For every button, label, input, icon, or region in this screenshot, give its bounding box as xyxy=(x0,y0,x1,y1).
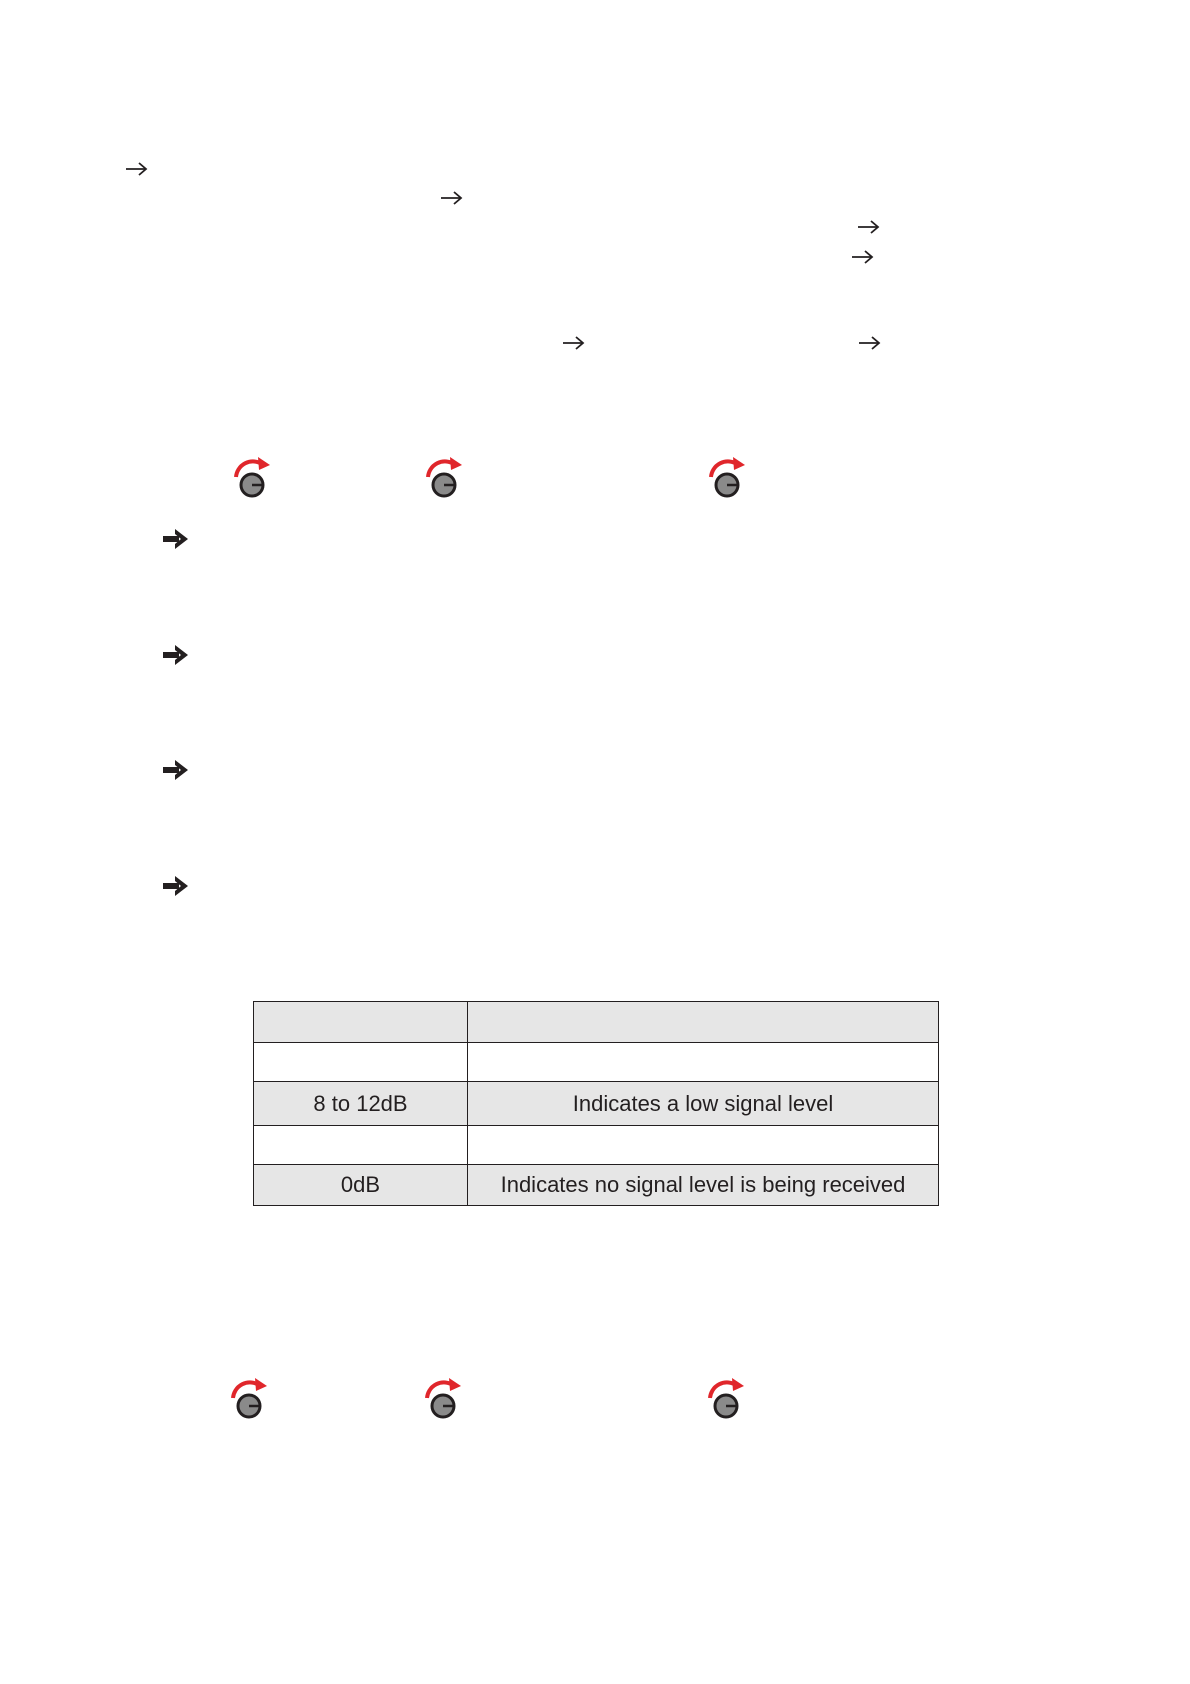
bullet-arrow-icon xyxy=(162,527,190,551)
rotary-knob-icon xyxy=(232,455,276,503)
bullet-arrow-icon xyxy=(162,874,190,898)
path-arrow-icon xyxy=(440,190,464,206)
table-cell-description xyxy=(468,1126,939,1165)
rotary-knob-icon xyxy=(706,1376,750,1424)
table-cell-level: 8 to 12dB xyxy=(254,1082,468,1126)
table-row xyxy=(254,1126,939,1165)
table-cell-level xyxy=(254,1126,468,1165)
path-arrow-icon xyxy=(851,249,875,265)
table-row xyxy=(254,1165,939,1206)
path-arrow-icon xyxy=(858,335,882,351)
table-cell-level xyxy=(254,1043,468,1082)
path-arrow-icon xyxy=(125,161,149,177)
path-arrow-icon xyxy=(562,335,586,351)
table-cell-level: 0dB xyxy=(254,1165,468,1206)
rotary-knob-icon xyxy=(229,1376,273,1424)
path-arrow-icon xyxy=(857,219,881,235)
signal-level-table xyxy=(253,1001,939,1206)
rotary-knob-icon xyxy=(424,455,468,503)
table-cell-description xyxy=(468,1002,939,1043)
rotary-knob-icon xyxy=(707,455,751,503)
bullet-arrow-icon xyxy=(162,758,190,782)
table-row xyxy=(254,1082,939,1126)
table-row xyxy=(254,1043,939,1082)
rotary-knob-icon xyxy=(423,1376,467,1424)
table-cell-description: Indicates a low signal level xyxy=(468,1082,939,1126)
bullet-arrow-icon xyxy=(162,643,190,667)
table-header-row xyxy=(254,1002,939,1043)
table-cell-description xyxy=(468,1043,939,1082)
table-cell-description: Indicates no signal level is being received xyxy=(468,1165,939,1206)
table-cell-level xyxy=(254,1002,468,1043)
